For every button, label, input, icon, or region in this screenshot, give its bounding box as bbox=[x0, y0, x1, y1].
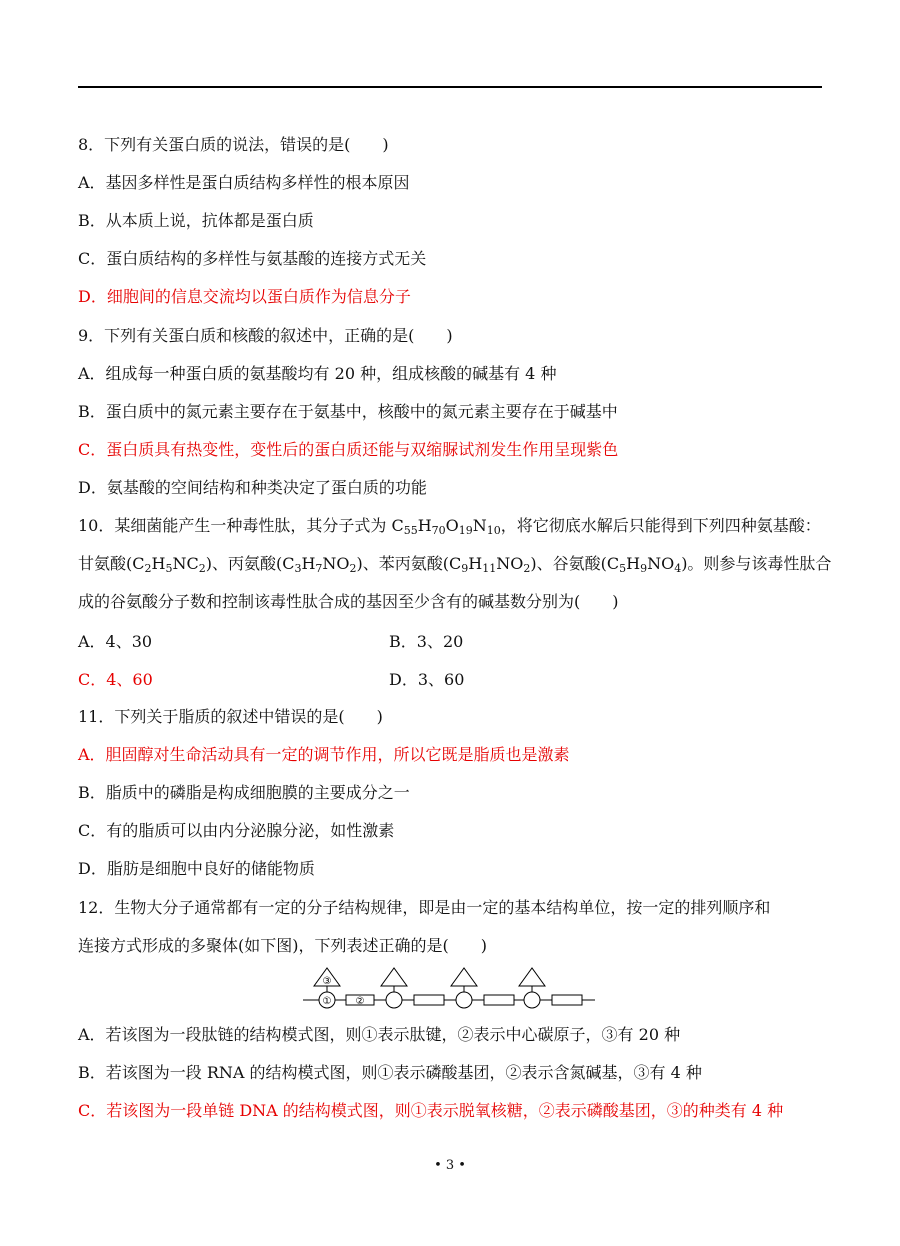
diagram-label-2: ② bbox=[355, 996, 365, 1007]
q8-option-b: B．从本质上说，抗体都是蛋白质 bbox=[78, 211, 314, 230]
q9-option-b: B．蛋白质中的氮元素主要存在于氨基中，核酸中的氮元素主要存在于碱基中 bbox=[78, 402, 618, 421]
polymer-circle-3 bbox=[456, 992, 472, 1008]
q10-stem-line2: 甘氨酸$(C_2H_5NC_2)$、丙氨酸$(C_3H_7NO_2)$、苯丙氨酸$(C_9H_{11}NO_2)$、谷氨酸$(C_5H_9NO_4)$。则参与该毒性肽合 bbox=[78, 554, 832, 575]
diagram-label-1: ① bbox=[322, 996, 332, 1007]
header-rule bbox=[78, 86, 822, 88]
polymer-rect-2 bbox=[414, 995, 444, 1005]
q9-option-c-answer: C．蛋白质具有热变性，变性后的蛋白质还能与双缩脲试剂发生作用呈现紫色 bbox=[78, 440, 619, 459]
q12-option-c-answer: C．若该图为一段单链 DNA 的结构模式图，则①表示脱氧核糖，②表示磷酸基团，③的种类有 4 种 bbox=[78, 1101, 784, 1120]
q11-option-d: D．脂肪是细胞中良好的储能物质 bbox=[78, 859, 315, 878]
q10-option-d: D．3、60 bbox=[389, 670, 465, 689]
q11-stem: 11．下列关于脂质的叙述中错误的是( ) bbox=[78, 707, 383, 726]
diagram-label-3: ③ bbox=[322, 976, 332, 987]
polymer-circle-2 bbox=[386, 992, 402, 1008]
q8-stem: 8．下列有关蛋白质的说法，错误的是( ) bbox=[78, 135, 389, 154]
page-number: • 3 • bbox=[434, 1158, 466, 1173]
polymer-structure-diagram bbox=[300, 962, 600, 1010]
polymer-rect-3 bbox=[484, 995, 514, 1005]
q12-stem-line1: 12．生物大分子通常都有一定的分子结构规律，即是由一定的基本结构单位，按一定的排列顺序和 bbox=[78, 898, 771, 917]
q11-option-c: C．有的脂质可以由内分泌腺分泌，如性激素 bbox=[78, 821, 395, 840]
q9-stem: 9．下列有关蛋白质和核酸的叙述中，正确的是( ) bbox=[78, 326, 453, 345]
q10-stem-line3: 成的谷氨酸分子数和控制该毒性肽合成的基因至少含有的碱基数分别为( ) bbox=[78, 592, 619, 611]
q8-option-c: C．蛋白质结构的多样性与氨基酸的连接方式无关 bbox=[78, 249, 427, 268]
q11-option-b: B．脂质中的磷脂是构成细胞膜的主要成分之一 bbox=[78, 783, 410, 802]
q9-option-d: D．氨基酸的空间结构和种类决定了蛋白质的功能 bbox=[78, 478, 427, 497]
q12-stem-line2: 连接方式形成的多聚体(如下图)，下列表述正确的是( ) bbox=[78, 936, 487, 955]
polymer-rect-4 bbox=[552, 995, 582, 1005]
q8-option-d-answer: D．细胞间的信息交流均以蛋白质作为信息分子 bbox=[78, 287, 411, 306]
q10-option-b: B．3、20 bbox=[389, 632, 464, 651]
q11-option-a-answer: A．胆固醇对生命活动具有一定的调节作用，所以它既是脂质也是激素 bbox=[78, 745, 570, 764]
q12-option-b: B．若该图为一段 RNA 的结构模式图，则①表示磷酸基团，②表示含氮碱基，③有 4 种 bbox=[78, 1063, 702, 1082]
q12-option-a: A．若该图为一段肽链的结构模式图，则①表示肽键，②表示中心碳原子，③有 20 种 bbox=[78, 1025, 681, 1044]
q10-option-c-answer: C．4、60 bbox=[78, 670, 153, 689]
polymer-circle-4 bbox=[524, 992, 540, 1008]
q10-option-a: A．4、30 bbox=[78, 632, 153, 651]
q8-option-a: A．基因多样性是蛋白质结构多样性的根本原因 bbox=[78, 173, 410, 192]
q10-stem-line1: 10．某细菌能产生一种毒性肽，其分子式为 $C_{55}H_{70}O_{19}N_{10}$，将它彻底水解后只能得到下列四种氨基酸： bbox=[78, 516, 821, 537]
q9-option-a: A．组成每一种蛋白质的氨基酸均有 20 种，组成核酸的碱基有 4 种 bbox=[78, 364, 557, 383]
polymer-triangle-2 bbox=[381, 968, 407, 986]
polymer-triangle-4 bbox=[519, 968, 545, 986]
polymer-triangle-3 bbox=[451, 968, 477, 986]
